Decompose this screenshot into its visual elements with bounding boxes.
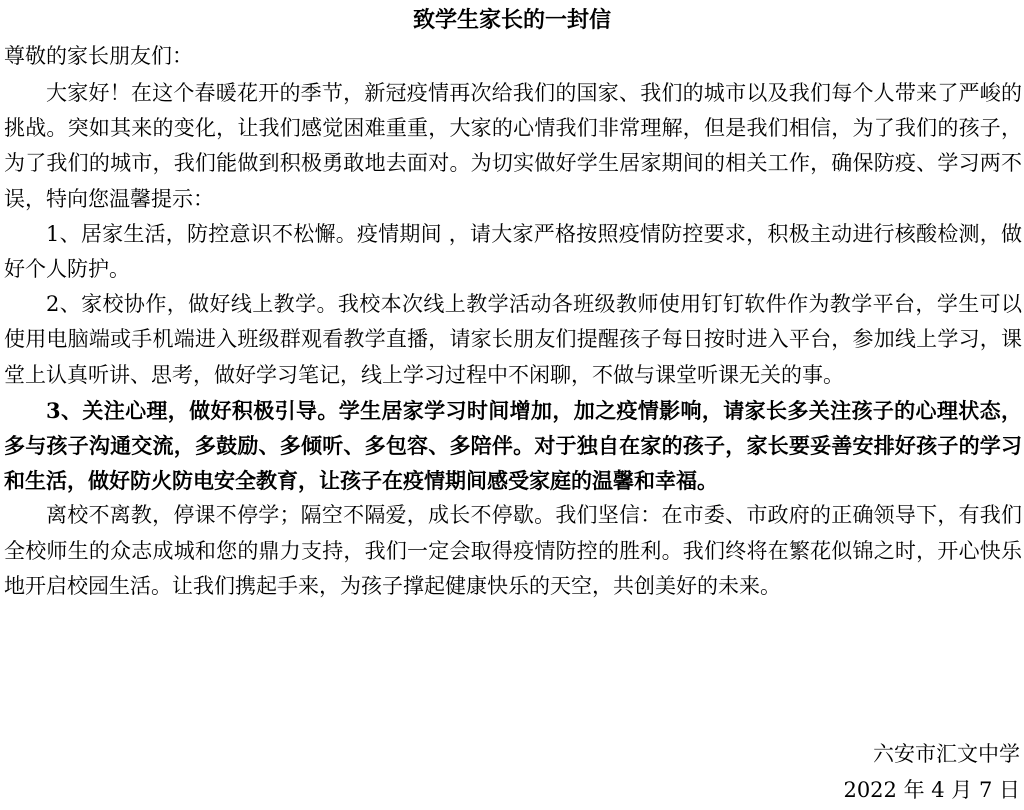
letter-date: 2022 年 4 月 7 日 (843, 778, 1020, 802)
paragraph-item-3: 3、关注心理，做好积极引导。学生居家学习时间增加，加之疫情影响，请家长多关注孩子的心理状态，多与孩子沟通交流，多鼓励、多倾听、多包容、多陪伴。对于独自在家的孩子，家长要妥善安排好孩子的学习和生活，做好防火防电安全教育，让孩子在疫情期间感受家庭的温馨和幸福。 (4, 397, 1022, 494)
signature-block (843, 736, 1020, 808)
paragraph-item-2: 2、家校协作，做好线上教学。我校本次线上教学活动各班级教师使用钉钉软件作为教学平台，学生可以使用电脑端或手机端进入班级群观看教学直播，请家长朋友们提醒孩子每日按时进入平台，参加线上学习，课堂上认真听讲、思考，做好学习笔记，线上学习过程中不闲聊，不做与课堂听课无关的事。 (4, 292, 1022, 387)
letter-body (4, 76, 1022, 604)
paragraph-item-1: 1、居家生活，防控意识不松懈。疫情期间 ，请大家严格按照疫情防控要求，积极主动进行核酸检测，做好个人防护。 (4, 221, 1022, 282)
paragraph-closing: 离校不离教，停课不停学；隔空不隔爱，成长不停歇。我们坚信：在市委、市政府的正确领导下，有我们全校师生的众志成城和您的鼎力支持，我们一定会取得疫情防控的胜利。我们终将在繁花似锦之时，开心快乐地开启校园生活。让我们携起手来，为孩子撑起健康快乐的天空，共创美好的未来。 (4, 503, 1022, 598)
salutation: 尊敬的家长朋友们： (4, 44, 193, 68)
paragraph-greeting: 大家好！在这个春暖花开的季节，新冠疫情再次给我们的国家、我们的城市以及我们每个人带来了严峻的挑战。突如其来的变化，让我们感觉困难重重，大家的心情我们非常理解，但是我们相信，为了我们的孩子，为了我们的城市，我们能做到积极勇敢地去面对。为切实做好学生居家期间的相关工作，确保防疫、学习两不误，特向您温馨提示： (4, 81, 1022, 211)
school-name: 六安市汇文中学 (873, 742, 1020, 766)
letter-title: 致学生家长的一封信 (412, 7, 611, 33)
